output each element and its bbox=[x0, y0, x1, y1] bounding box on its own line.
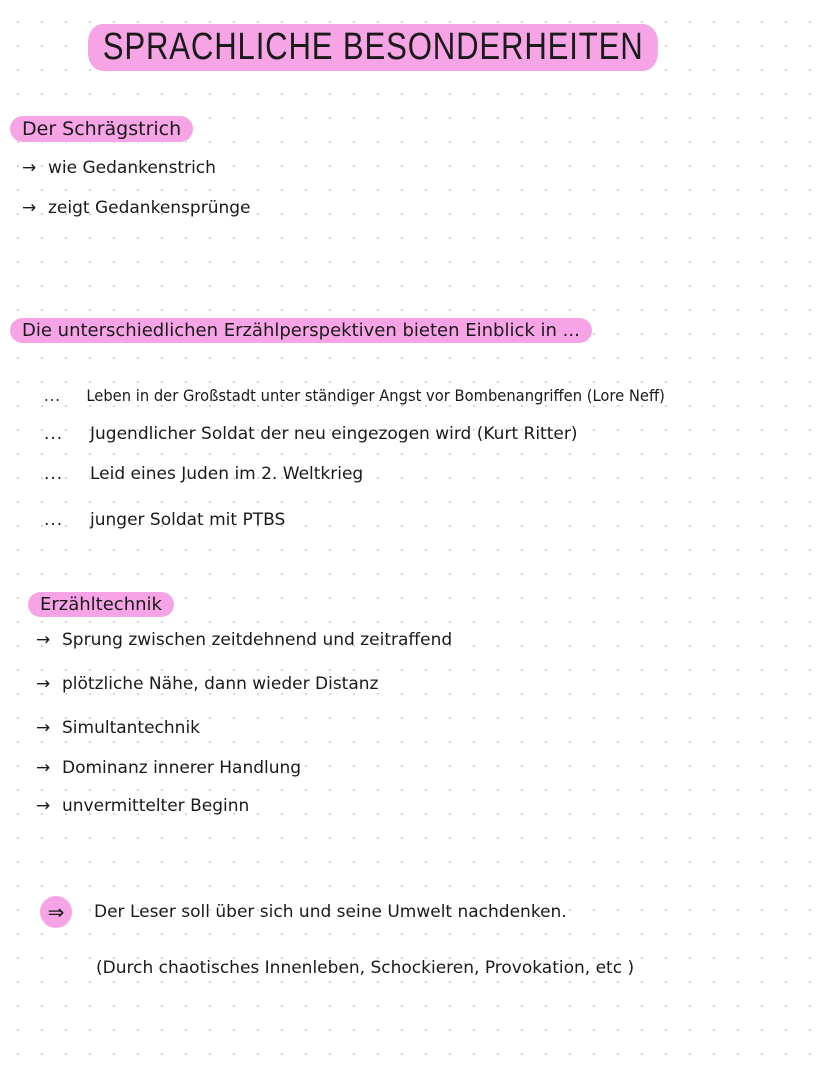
bullet-item: → Dominanz innerer Handlung bbox=[36, 758, 302, 778]
arrow-icon: → bbox=[36, 758, 51, 778]
section-heading-schraegstrich: Der Schrägstrich bbox=[10, 116, 193, 142]
implies-arrow-icon: ⇒ bbox=[40, 896, 72, 928]
bullet-item: → zeigt Gedankensprünge bbox=[22, 198, 251, 218]
list-item: ... Jugendlicher Soldat der neu eingezogen wird (Kurt Ritter) bbox=[44, 424, 578, 444]
list-item: ... Leid eines Juden im 2. Weltkrieg bbox=[44, 464, 364, 484]
arrow-icon: → bbox=[36, 674, 51, 694]
section-heading-erzaehlperspektiven: Die unterschiedlichen Erzählperspektiven bieten Einblick in ... bbox=[10, 318, 592, 343]
bullet-item: → Sprung zwischen zeitdehnend und zeitraffend bbox=[36, 630, 453, 650]
page-title: SPRACHLICHE BESONDERHEITEN bbox=[88, 24, 658, 71]
list-item: ... junger Soldat mit PTBS bbox=[44, 510, 286, 530]
section-heading-erzaehltechnik: Erzähltechnik bbox=[28, 592, 174, 617]
arrow-icon: → bbox=[22, 158, 37, 178]
arrow-icon: → bbox=[22, 198, 37, 218]
list-item: ... Leben in der Großstadt unter ständiger Angst vor Bombenangriffen (Lore Neff) bbox=[44, 386, 665, 405]
conclusion-detail: (Durch chaotisches Innenleben, Schockieren, Provokation, etc ) bbox=[96, 958, 635, 978]
arrow-icon: → bbox=[36, 630, 51, 650]
arrow-icon: → bbox=[36, 718, 51, 738]
conclusion-text: Der Leser soll über sich und seine Umwelt nachdenken. bbox=[94, 902, 567, 922]
arrow-icon: → bbox=[36, 796, 51, 816]
bullet-item: → wie Gedankenstrich bbox=[22, 158, 216, 178]
bullet-item: → plötzliche Nähe, dann wieder Distanz bbox=[36, 674, 379, 694]
bullet-item: → Simultantechnik bbox=[36, 718, 201, 738]
conclusion bbox=[40, 896, 567, 928]
bullet-item: → unvermittelter Beginn bbox=[36, 796, 250, 816]
